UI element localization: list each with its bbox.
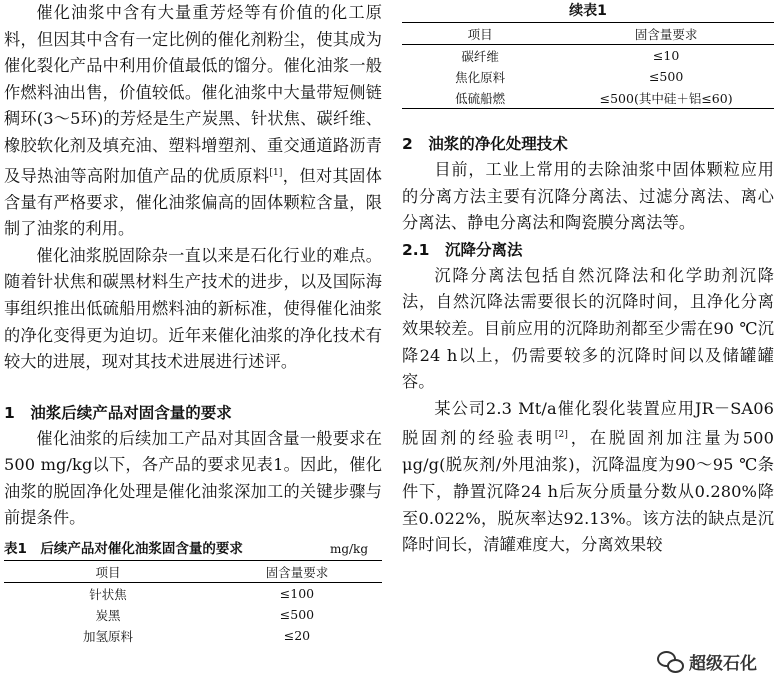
table-row: 针状焦 ≤100 — [89, 586, 315, 602]
paragraph-intro: 催化油浆中含有大量重芳烃等有价值的化工原料，但因其中含有一定比例的催化剂粉尘，使其成为催化裂化产品中利用价值最低的馏分。催化油浆一般作燃料油出售，价值较低。催化油浆中大量带短侧链稠环(3～5环)的芳烃是生产炭黑、针状焦、碳纤维、橡胶软化剂及填充油、塑料增塑剂、重交通道路沥青及导热油等高附加值产品的优质原料[1]，但对其固体含量有严格要求，催化油浆偏高的固体颗粒含量，限制了油浆的利用。 — [4, 3, 382, 239]
citation-2[interactable]: [2] — [554, 430, 568, 441]
table-1-unit: mg/kg — [329, 542, 368, 557]
table-1 — [4, 560, 382, 646]
paragraph-section-2: 目前，工业上常用的去除油浆中固体颗粒应用的分离方法主要有沉降分离法、过滤分离法、离心分离法、静电分离法和陶瓷膜分离法等。 — [402, 160, 774, 233]
watermark — [657, 649, 757, 674]
left-column — [4, 0, 382, 646]
paragraph-section-1: 催化油浆的后续加工产品对其固含量一般要求在500 mg/kg以下，各产品的要求见表1。因此，催化油浆的脱固净化处理是催化油浆深加工的关键步骤与前提条件。 — [4, 428, 382, 528]
right-column — [402, 0, 774, 559]
table-row: 炭黑 ≤500 — [95, 607, 315, 623]
table-row: 加氢原料 ≤20 — [82, 628, 311, 644]
table-row: 低硫船燃 ≤500(其中硅＋铝≤60) — [402, 87, 774, 109]
watermark-text: 超级石化 — [689, 654, 757, 674]
table-header: 项目 — [467, 26, 493, 42]
section-2-1-heading: 2.1 沉降分离法 — [402, 240, 523, 259]
table-1-caption: 表1 后续产品对催化油浆固含量的要求 mg/kg — [4, 538, 382, 560]
paragraph-background: 催化油浆脱固除杂一直以来是石化行业的难点。随着针状焦和碳黑材料生产技术的进步，以及国际海事组织推出低硫船用燃料油的新标准，使得催化油浆的净化变得更为迫切。近年来催化油浆的净化技术有较大的进展，现对其技术进展进行述评。 — [4, 245, 382, 372]
section-2-heading: 2 油浆的净化处理技术 — [402, 135, 568, 153]
section-1-heading: 1 油浆后续产品对固含量的要求 — [4, 403, 232, 422]
table-header: 固含量要求 — [634, 26, 698, 42]
table-row: 焦化原料 ≤500 — [455, 69, 684, 85]
table-header: 项目 — [95, 564, 121, 580]
table-header: 固含量要求 — [265, 564, 329, 580]
table-1-continued-caption: 续表1 — [569, 3, 607, 19]
table-row: 碳纤维 ≤10 — [461, 48, 680, 64]
paragraph-case-study: 某公司2.3 Mt/a催化裂化装置应用JR－SA06脱固剂的经验表明[2]，在脱固剂加注量为500 μg/g(脱灰剂/外甩油浆)，沉降温度为90～95 ℃条件下，静置沉降24 h后灰分质量分数从0.280%降至0.022%，脱灰率达92.13%。该方法的缺点是沉降时间长，清罐难度大，分离效果较 — [402, 398, 774, 555]
table-1-continued — [402, 22, 774, 109]
wechat-icon — [657, 651, 683, 673]
paragraph-sedimentation: 沉降分离法包括自然沉降法和化学助剂沉降法，自然沉降法需要很长的沉降时间，且净化分离效果较差。目前应用的沉降助剂都至少需在90 ℃沉降24 h以上，仍需要较多的沉降时间以及储罐罐容。 — [402, 265, 774, 392]
citation-1[interactable]: [1] — [269, 167, 283, 178]
